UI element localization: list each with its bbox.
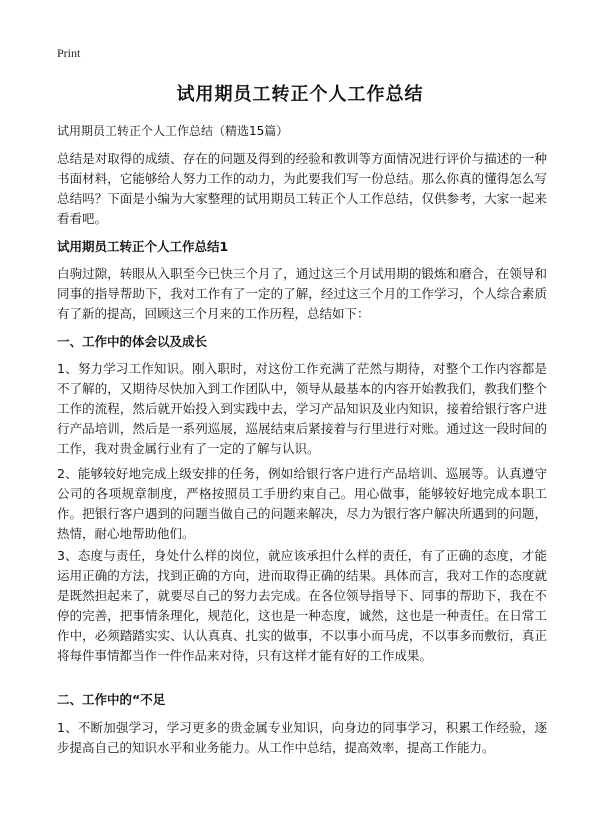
section-heading: 试用期员工转正个人工作总结1 [57, 239, 229, 254]
subsection-heading: 一、工作中的体会以及成长 [57, 334, 208, 349]
section-paragraph: 白驹过隙，转眼从入职至今已快三个月了，通过这三个月试用期的锻炼和磨合，在领导和同事的指导帮助下，我对工作有了一定的了解，经过这三个月的工作学习，个人综合素质有了新的提高，回顾这三个月来的工作历程，总结如下： [57, 266, 547, 321]
list-item: 1、不断加强学习，学习更多的贵金属专业知识，向身边的同事学习，积累工作经验，逐步提高自己的知识水平和业务能力。从工作中总结，提高效率，提高工作能力。 [57, 720, 547, 755]
document-title: 试用期员工转正个人工作总结 [176, 84, 424, 105]
list-item: 2、能够较好地完成上级安排的任务，例如给银行客户进行产品培训、巡展等。认真遵守公司的各项规章制度，严格按照员工手册约束自己。用心做事，能够较好地完成本职工作。把银行客户遇到的问题当做自己的问题来解决，尽力为银行客户解决所遇到的问题，热情，耐心地帮助他们。 [57, 466, 547, 541]
document-subtitle: 试用期员工转正个人工作总结（精选15篇） [57, 124, 289, 138]
print-link[interactable]: Print [57, 46, 81, 60]
list-item: 3、态度与责任，身处什么样的岗位，就应该承担什么样的责任，有了正确的态度，才能运用正确的方法，找到正确的方向，进而取得正确的结果。具体而言，我对工作的态度就是既然担起来了，就要尽自己的努力去完成。在各位领导指导下、同事的帮助下，我在不停的完善，把事情条理化，规范化，这也是一种态度，诚然，这也是一种责任。在日常工作中，必须踏踏实实、认认真真、扎实的做事，不以事小而马虎，不以事多而敷衍，真正将每件事情都当作一件作品来对待，只有这样才能有好的工作成果。 [57, 548, 547, 663]
list-item: 1、努力学习工作知识。刚入职时，对这份工作充满了茫然与期待，对整个工作内容都是不了解的，又期待尽快加入到工作团队中，领导从最基本的内容开始教我们，教我们整个工作的流程，然后就开始投入到实践中去，学习产品知识及业内知识，接着给银行客户进行产品培训，然后是一系列巡展，巡展结束后紧接着与行里进行对账。通过这一段时间的工作，我对贵金属行业有了一定的了解与认识。 [57, 361, 547, 456]
intro-paragraph: 总结是对取得的成绩、存在的问题及得到的经验和教训等方面情况进行评价与描述的一种书面材料，它能够给人努力工作的动力，为此要我们写一份总结。那么你真的懂得怎么写总结吗？下面是小编为大家整理的试用期员工转正个人工作总结，仅供参考，大家一起来看看吧。 [57, 151, 547, 226]
subsection-heading: 二、工作中的“不足 [57, 692, 166, 707]
